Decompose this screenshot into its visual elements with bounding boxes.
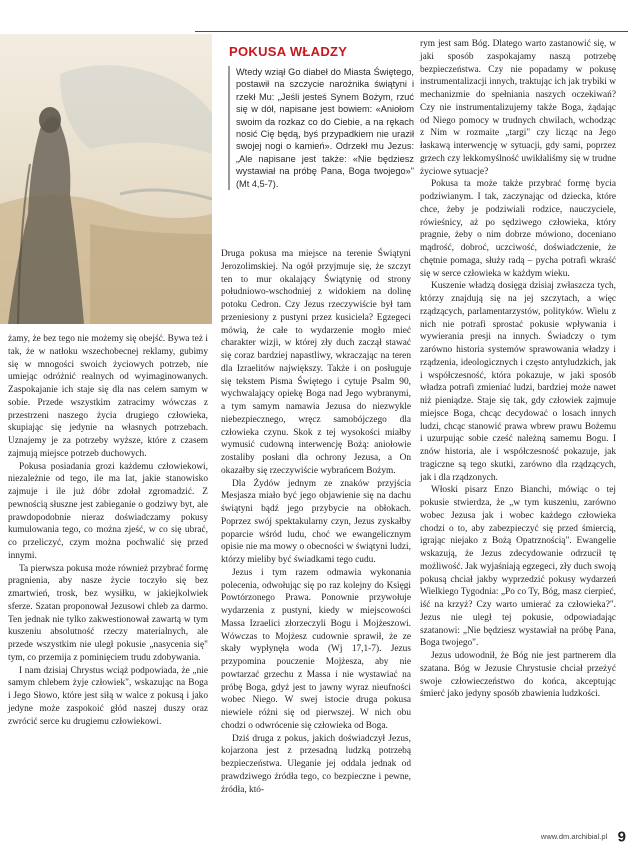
paragraph: Pokusa posiadania grozi każdemu człowiekowi, niezależnie od tego, ile ma lat, jakie stanowisko zajmuje i ile już dóbr zdołał zgromadzić. Z pewnością słuszne jest zabieganie o godziwy byt, ale prawdopodobnie nieraz doświadczamy pokusy kumulowania tego, co można zjeść, w co się ubrać, co przeliczyć, czym można pochwalić się przed innymi.: [8, 461, 208, 561]
paragraph: rym jest sam Bóg. Dlatego warto zastanowić się, w jaki sposób zaspokajamy naszą potrzebę bezpieczeństwa. Czy nie popadamy w pokusę instrumentalizacji innych, traktując ich jak trybiki w mechanizmie do spełniania naszych oczekiwań? Czy nie instrumentalizujemy także Boga, żądając od Niego pomocy w trudnych chwilach, wchodząc z Nim w rozmaite „targi" czy licząc na Jego łaskawą interwencję w sytuacji, gdy sami, poprzez grzech czy lekkomyślność uwikłaliśmy się w trudne życiowe sytuacje?: [420, 39, 616, 177]
paragraph: Pokusa ta może także przybrać formę bycia podziwianym. I tak, zaczynając od dziecka, które chce, żeby je podziwiali rodzice, nauczyciele, rówieśnicy, aż po sędziwego człowieka, który pragnie, żeby o nim dobrze mówiono, doceniano mądrość, dobroć, uczciwość, doświadczenie, że chętnie pomaga, służy radą – pycha potrafi wkraść się w serce człowieka w każdym wieku.: [420, 179, 616, 279]
paragraph: Dziś druga z pokus, jakich doświadczył Jezus, kojarzona jest z przesadną ludzką potrzebą bezpieczeństwa. Uleganie jej oddala jednak od prawdziwego źródła tego, co bezpieczne i pewne, źródła, któ-: [221, 733, 411, 795]
paragraph: Włoski pisarz Enzo Bianchi, mówiąc o tej pokusie stwierdza, że „w tym kuszeniu, zarówno wobec Jezusa jak i wobec każdego człowieka chodzi o to, aby zabezpieczyć się przed śmiercią, igrając niejako z Bożą Opatrznością". Ewangelie wskazują, że Jezus zdecydowanie odrzucił tę możliwość. Jak wyjaśniają egzegeci, zły duch swoją pokusą chciał jakby wyprzedzić pokusy wydarzeń Wielkiego Tygodnia: „Po co Ty, Bóg, masz cierpieć, iść na krzyż? Czy warto umierać za człowieka?". Jezus nie uległ tej pokusie, odpowiadając szatanowi: „Nie będziesz wystawiał na próbę Pana, Boga twojego".: [420, 485, 616, 649]
paragraph: Jezus i tym razem odmawia wykonania polecenia, odwołując się po raz kolejny do Księgi Powtórzonego Prawa. Ponownie przywołuje wydarzenia z pustyni, kiedy w miejscowości Massa Izraelici złorzeczyli Bogu i Mojżeszowi. Wówczas to Mojżesz cudownie sprawił, że ze skały wypłynęła woda (Wj 17,1-7). Jezus przypomina pouczenie Mojżesza, aby nie powtarzać grzechu z Massa i nie wystawiać na próbę Boga, gdyż jest to jawny wyraz nieufności wobec Niego. W swej istocie druga pokusa niewiele różni się od pierwszej. W nich obu chodzi o odwrócenie się człowieka od Boga.: [221, 567, 411, 731]
paragraph: Druga pokusa ma miejsce na terenie Świątyni Jerozolimskiej. Na ogół przyjmuje się, że szczyt ten to mur okalający Świątynię od strony południowo-wschodniej z widokiem na dolinę potoku Cedron. Czy Jezus rzeczywiście był tam przeniesiony z pustyni przez kusiciela? Egzegeci mówią, że całe to wydarzenie mogło mieć charakter wizji, w której zły duch zaczął stawać się coraz bardziej napastliwy, wkraczając na teren dla Izraelitów największy. Także i on posługuje się tekstem Pisma Świętego i cytuje Psalm 90, wychwalający opiekę Boga nad Jego wybranymi, a tym samym namawia Jezusa do niezwykle niebezpiecznego, wręcz samobójczego dla człowieka czynu. Skok z tej wysokości miałby wymusić cudowną interwencję Bożą: aniołowie zostaliby posłani dla ochrony Jezusa, a On okazałby się rzeczywiście wybrańcem Bożym.: [221, 249, 411, 476]
article-title: POKUSA WŁADZY: [229, 44, 348, 59]
text-column-3: [420, 38, 616, 701]
text-column-1: [8, 333, 208, 728]
top-red-rule: [195, 31, 628, 32]
paragraph: żamy, że bez tego nie możemy się obejść. Bywa też i tak, że w natłoku wszechobecnej reklamy, gubimy się w mnogości swoich życiowych potrzeb, nie umiejąc odróżnić realnych od wyimaginowanych. Zaspokajanie ich staje się dla nas celem samym w sobie. Przede wszystkim zatracimy wówczas z przestrzeni naszego życia drugiego człowieka, skupiając się jedynie na własnych potrzebach. Uznajemy je za potrzeby wyższe, które z czasem zajmują miejsce potrzeb duchowych.: [8, 334, 208, 459]
paragraph: Dla Żydów jednym ze znaków przyjścia Mesjasza miało być jego objawienie się na dachu świątyni bądź jego przybycie na obłokach. Poprzez swój spektakularny czyn, Jezus zyskałby poparcie wśród ludu, choć we ewangelicznym opisie nie ma mowy o obecności w świątyni ludzi, którzy mieliby być świadkami tego cudu.: [221, 478, 411, 565]
text-column-2: [221, 248, 411, 796]
scripture-quote: Wtedy wziął Go diabeł do Miasta Świętego, postawił na szczycie narożnika świątyni i rzekł Mu: „Jeśli jesteś Synem Bożym, rzuć się w dół, napisane jest bowiem: «Aniołom swoim da rozkaz co do Ciebie, a na rękach nosić Cię będą, byś przypadkiem nie uraził swojej nogi o kamień». Odrzekł mu Jezus: „Ale napisane jest także: «Nie będziesz wystawiał na próbę Pana, Boga twojego»" (Mt 4,5-7).: [228, 66, 414, 190]
page-footer: [541, 828, 626, 846]
paragraph: Jezus udowodnił, że Bóg nie jest partnerem dla szatana. Bóg w Jezusie Chrystusie chciał przeżyć swoje człowieczeństwo do końca, akceptując śmierć jako jedyny sposób zbawienia ludzkości.: [420, 651, 616, 700]
watercolor-illustration: [0, 34, 212, 324]
paragraph: I nam dzisiaj Chrystus wciąż podpowiada, że „nie samym chlebem żyje człowiek", wskazując na Boga i Jego Słowo, które jest siłą w walce z pokusą i jako jedyne może zaspokoić głód naszej duszy oraz zwrócić serce ku drugiemu człowiekowi.: [8, 665, 208, 727]
paragraph: Ta pierwsza pokusa może również przybrać formę pragnienia, aby nasze życie toczyło się bez zmartwień, trosk, bez wysiłku, w jakiejkolwiek sferze. Szatan proponował Jezusowi chleb za darmo. Ten jednak nie tylko zakwestionował zawartą w tym kuszeniu absolutność rzeczy materialnych, ale przede wszystkim nie uległ pokusie „nasycenia się" tym, co przemija z pominięciem trudu zdobywania.: [8, 563, 208, 663]
website-url[interactable]: www.dm.archibial.pl: [540, 832, 608, 842]
paragraph: Kuszenie władzą dosięga dzisiaj zwłaszcza tych, którzy znajdują się na jej szczytach, a więc rządzących, parlamentarzystów, polityków. Wielu z nich nie potrafi sprostać pokusie wpływania i wywierania presji na innych. Świadczy o tym zarówno historia systemów sprawowania władzy i rządzenia, ideologicznych i często antyludzkich, jak i współczesność, która pokazuje, w jaki sposób władza potrafi zmieniać ludzi, bardziej może nawet niż pieniądze. Staje się tak, gdy człowiek zajmuje miejsce Boga, chcąc decydować o losach innych ludzi, chcąc stanowić prawa wbrew prawu Bożemu i uzurpując sobie cześć należną samemu Bogu. I znów historia, ale i współczesność pokazuje, jak tragiczne są tego skutki, zarówno dla rządzących, jak i dla rządzonych.: [420, 281, 616, 483]
page-number: 9: [617, 828, 626, 846]
